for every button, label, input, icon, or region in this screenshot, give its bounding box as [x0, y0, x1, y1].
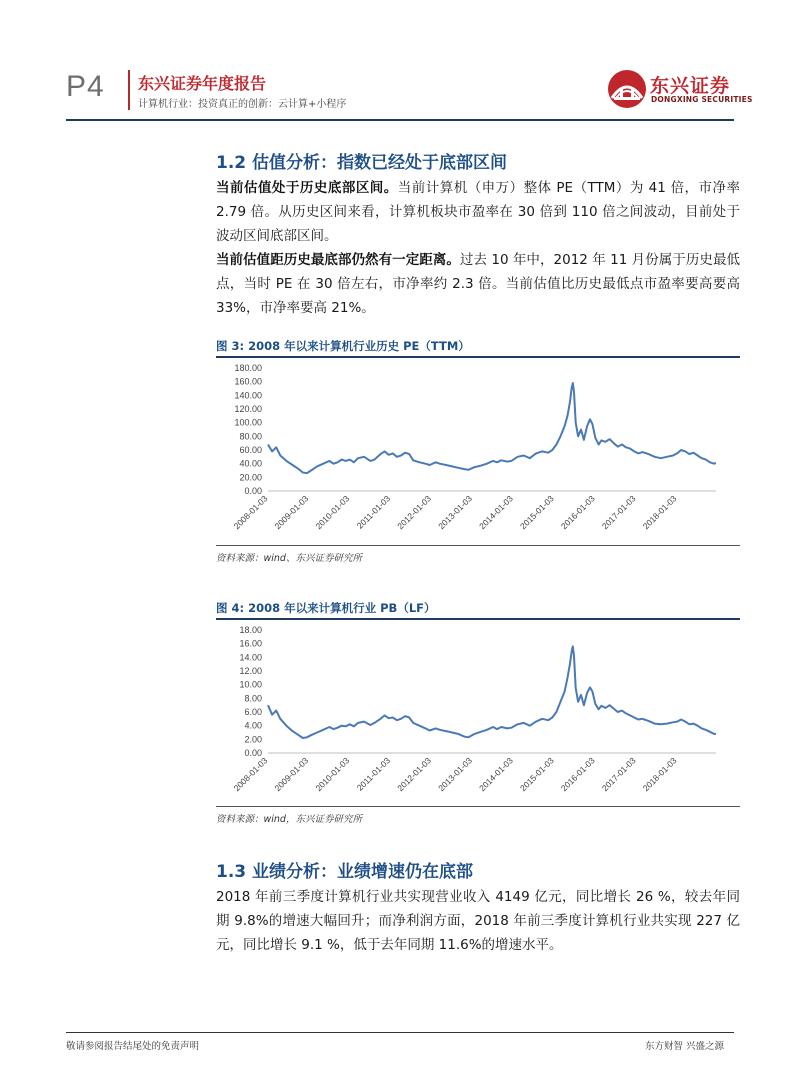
- x-tick-label: 2010-01-03: [313, 493, 352, 532]
- figure-4-bottom-rule: [216, 806, 740, 807]
- x-tick-label: 2016-01-03: [558, 755, 597, 794]
- y-tick-label: 120.00: [234, 404, 262, 414]
- series-line: [268, 383, 716, 473]
- x-tick-label: 2008-01-03: [231, 493, 270, 532]
- paragraph-body: 当前计算机（申万）整体 PE（TTM）为 41 倍，市净率 2.79 倍。从历史区间来看，计算机板块市盈率在 30 倍到 110 倍之间波动，目前处于波动区间底部区间。: [216, 180, 740, 244]
- brand-name-en: DONGXING SECURITIES: [651, 95, 753, 104]
- paragraph-lead: 当前估值处于历史底部区间。: [216, 180, 398, 196]
- x-tick-label: 2015-01-03: [517, 755, 556, 794]
- figure-4-title: 图 4: 2008 年以来计算机行业 PB（LF）: [216, 601, 436, 615]
- section-heading-performance: 1.3 业绩分析：业绩增速仍在底部: [216, 862, 474, 882]
- x-tick-label: 2017-01-03: [599, 755, 638, 794]
- figure-4-source: 资料来源：wind，东兴证券研究所: [216, 814, 362, 825]
- header-divider: [128, 70, 130, 110]
- y-tick-label: 16.00: [239, 638, 262, 649]
- paragraph-body: 过去 10 年中，2012 年 11 月份属于历史最低点，当时 PE 在 30 倍左右，市净率约 2.3 倍。当前估值比历史最低点市盈率要高要高 33%，市净率要高 21%。: [216, 252, 741, 316]
- x-tick-label: 2012-01-03: [395, 493, 434, 532]
- header-rule: [66, 119, 734, 121]
- y-tick-label: 0.00: [244, 748, 262, 758]
- y-tick-label: 20.00: [239, 472, 262, 483]
- y-tick-label: 2.00: [244, 734, 262, 745]
- figure-3-top-rule: [216, 356, 740, 358]
- y-tick-label: 100.00: [234, 417, 262, 428]
- y-tick-label: 14.00: [239, 652, 262, 663]
- x-tick-label: 2016-01-03: [558, 493, 597, 532]
- x-tick-label: 2012-01-03: [395, 755, 434, 794]
- x-tick-label: 2011-01-03: [354, 493, 393, 531]
- paragraph-valuation-2: [216, 248, 740, 320]
- x-tick-label: 2013-01-03: [436, 755, 474, 794]
- pb-lf-chart: [216, 622, 740, 802]
- y-tick-label: 60.00: [239, 445, 262, 455]
- y-tick-label: 160.00: [234, 376, 262, 387]
- footer-slogan: 东方财智 兴盛之源: [645, 1041, 725, 1052]
- brand-name-cn: 东兴证券: [650, 75, 731, 97]
- figure-4-top-rule: [216, 618, 740, 620]
- x-tick-label: 2014-01-03: [477, 493, 515, 532]
- y-tick-label: 80.00: [239, 431, 262, 442]
- footer-rule: [66, 1032, 734, 1033]
- y-tick-label: 140.00: [234, 390, 262, 401]
- x-tick-label: 2017-01-03: [599, 493, 638, 532]
- x-tick-label: 2018-01-03: [640, 755, 679, 794]
- figure-3-source: 资料来源：wind、东兴证券研究所: [216, 553, 362, 564]
- x-tick-label: 2018-01-03: [640, 493, 679, 532]
- y-tick-label: 6.00: [244, 707, 262, 717]
- x-tick-label: 2008-01-03: [231, 755, 270, 794]
- series-line: [268, 646, 716, 738]
- x-tick-label: 2014-01-03: [477, 755, 515, 794]
- dongxing-logo-icon: [606, 68, 648, 110]
- figure-3-bottom-rule: [216, 545, 740, 546]
- figure-3-title: 图 3: 2008 年以来计算机行业历史 PE（TTM）: [216, 339, 470, 353]
- paragraph-performance: 2018 年前三季度计算机行业共实现营业收入 4149 亿元，同比增长 26 %，较去年同期 9.8%的增速大幅回升；而净利润方面，2018 年前三季度计算机行业共实现 227 亿元，同比增长 9.1 %，低于去年同期 11.6%的增速水平。: [216, 889, 740, 953]
- report-subtitle: 计算机行业：投资真正的创新：云计算+小程序: [138, 99, 347, 110]
- x-tick-label: 2011-01-03: [354, 755, 393, 793]
- page-number: P4: [66, 70, 105, 103]
- paragraph-valuation-1: [216, 176, 740, 248]
- report-title: 东兴证券年度报告: [138, 74, 267, 93]
- y-tick-label: 0.00: [244, 486, 262, 496]
- y-tick-label: 12.00: [239, 666, 262, 676]
- paragraph-lead: 当前估值距历史最底部仍然有一定距离。: [216, 252, 460, 268]
- y-tick-label: 180.00: [234, 363, 262, 373]
- y-tick-label: 4.00: [244, 720, 262, 731]
- x-tick-label: 2013-01-03: [436, 493, 474, 532]
- y-tick-label: 10.00: [239, 679, 262, 690]
- x-tick-label: 2009-01-03: [272, 755, 311, 794]
- x-tick-label: 2009-01-03: [272, 493, 311, 532]
- section-heading-valuation: 1.2 估值分析：指数已经处于底部区间: [216, 153, 508, 173]
- footer-disclaimer: 敬请参阅报告结尾处的免责声明: [66, 1041, 200, 1052]
- x-tick-label: 2010-01-03: [313, 755, 352, 794]
- y-tick-label: 40.00: [239, 458, 262, 469]
- pe-ttm-chart: [216, 360, 740, 540]
- y-tick-label: 8.00: [244, 693, 262, 704]
- y-tick-label: 18.00: [239, 625, 262, 635]
- x-tick-label: 2015-01-03: [517, 493, 556, 532]
